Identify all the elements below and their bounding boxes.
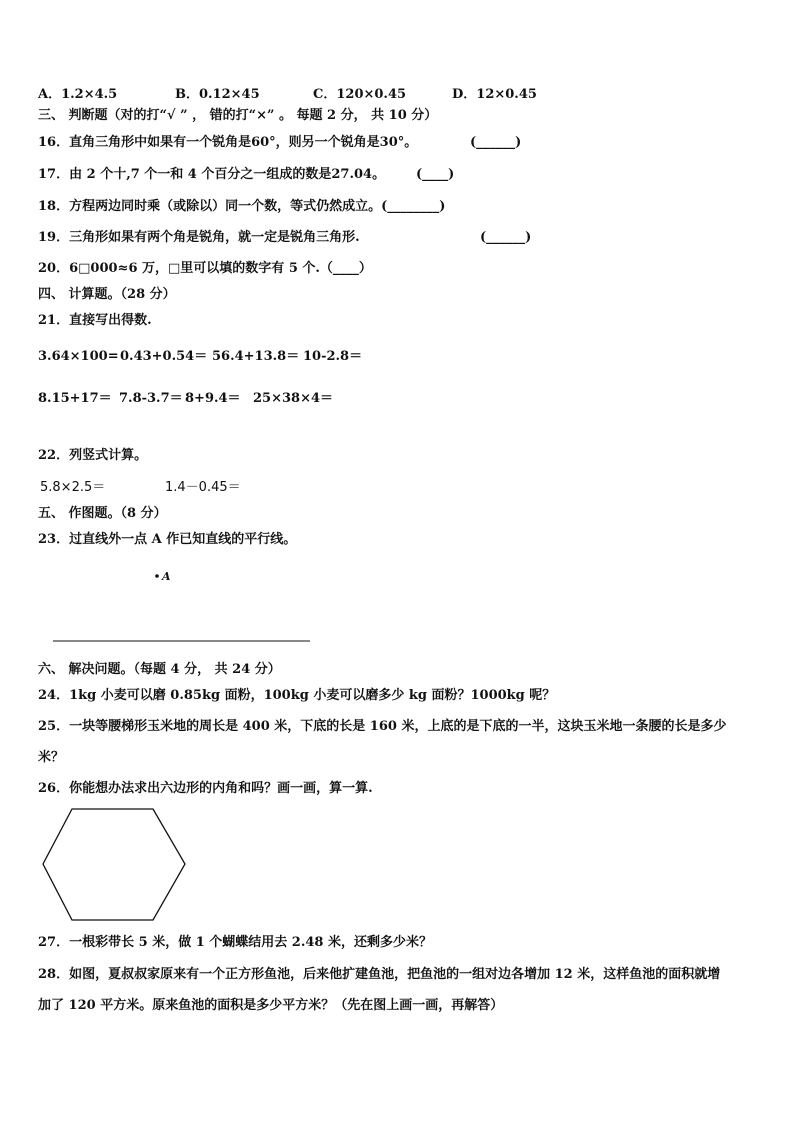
calc-7: 8+9.4＝ <box>185 391 241 406</box>
calc-2: 0.43+0.54＝ <box>120 349 208 364</box>
section-3-title: 三、 判断题（对的打“√ ” ， 错的打“×” 。 每题 2 分， 共 10 分） <box>38 108 438 123</box>
calc-3: 56.4+13.8＝ <box>212 349 300 364</box>
option-d: D．12×0.45 <box>452 87 537 102</box>
question-24: 24．1kg 小麦可以磨 0.85kg 面粉，100kg 小麦可以磨多少 kg 面粉？1000kg 呢？ <box>38 688 556 703</box>
vertical-calc-2: 1.4－0.45＝ <box>165 480 241 495</box>
option-a: A．1.2×4.5 <box>38 87 118 102</box>
calc-8: 25×38×4＝ <box>253 391 334 406</box>
question-19-blank: (______) <box>480 230 532 245</box>
question-20: 20．6□000≈6 万，□里可以填的数字有 5 个.（____） <box>38 261 372 276</box>
hexagon-shape <box>43 809 185 920</box>
calc-1: 3.64×100= <box>38 349 119 364</box>
section-4-title: 四、 计算题。（28 分） <box>38 287 176 302</box>
parallel-line-figure <box>0 560 300 660</box>
option-c: C．120×0.45 <box>313 87 407 102</box>
question-16-blank: (______) <box>470 135 522 150</box>
option-b: B．0.12×45 <box>175 87 260 102</box>
question-27: 27．一根彩带长 5 米，做 1 个蝴蝶结用去 2.48 米，还剩多少米？ <box>38 935 432 950</box>
point-a-label: A <box>162 570 171 583</box>
question-19: 19．三角形如果有两个角是锐角，就一定是锐角三角形. <box>38 230 360 245</box>
point-a <box>155 574 159 578</box>
question-18: 18．方程两边同时乘（或除以）同一个数，等式仍然成立。(________) <box>38 199 446 214</box>
section-6-title: 六、 解决问题。（每题 4 分， 共 24 分） <box>38 662 281 677</box>
section-5-title: 五、 作图题。（8 分） <box>38 506 167 521</box>
question-17-blank: (____) <box>416 167 455 182</box>
hexagon-figure <box>40 806 200 926</box>
question-16: 16．直角三角形中如果有一个锐角是60°，则另一个锐角是30°。 <box>38 135 418 150</box>
question-22: 22．列竖式计算。 <box>38 448 148 463</box>
question-17: 17．由 2 个十,7 个一和 4 个百分之一组成的数是27.04。 <box>38 167 386 182</box>
question-25-line-2: 米？ <box>38 750 65 765</box>
question-23: 23．过直线外一点 A 作已知直线的平行线。 <box>38 532 297 547</box>
calc-6: 7.8-3.7＝ <box>119 391 183 406</box>
calc-4: 10-2.8＝ <box>303 349 363 364</box>
question-25-line-1: 25．一块等腰梯形玉米地的周长是 400 米，下底的长是 160 米，上底的是下底的一半，这块玉米地一条腰的长是多少 <box>38 719 727 734</box>
question-28-line-2: 加了 120 平方米。原来鱼池的面积是多少平方米？（先在图上画一画，再解答） <box>38 998 504 1013</box>
question-28-line-1: 28．如图，夏叔叔家原来有一个正方形鱼池，后来他扩建鱼池，把鱼池的一组对边各增加 12 米，这样鱼池的面积就增 <box>38 967 721 982</box>
question-21: 21．直接写出得数. <box>38 313 152 328</box>
calc-5: 8.15+17＝ <box>38 391 112 406</box>
question-26: 26．你能想办法求出六边形的内角和吗？画一画，算一算. <box>38 781 373 796</box>
vertical-calc-1: 5.8×2.5＝ <box>40 480 106 495</box>
